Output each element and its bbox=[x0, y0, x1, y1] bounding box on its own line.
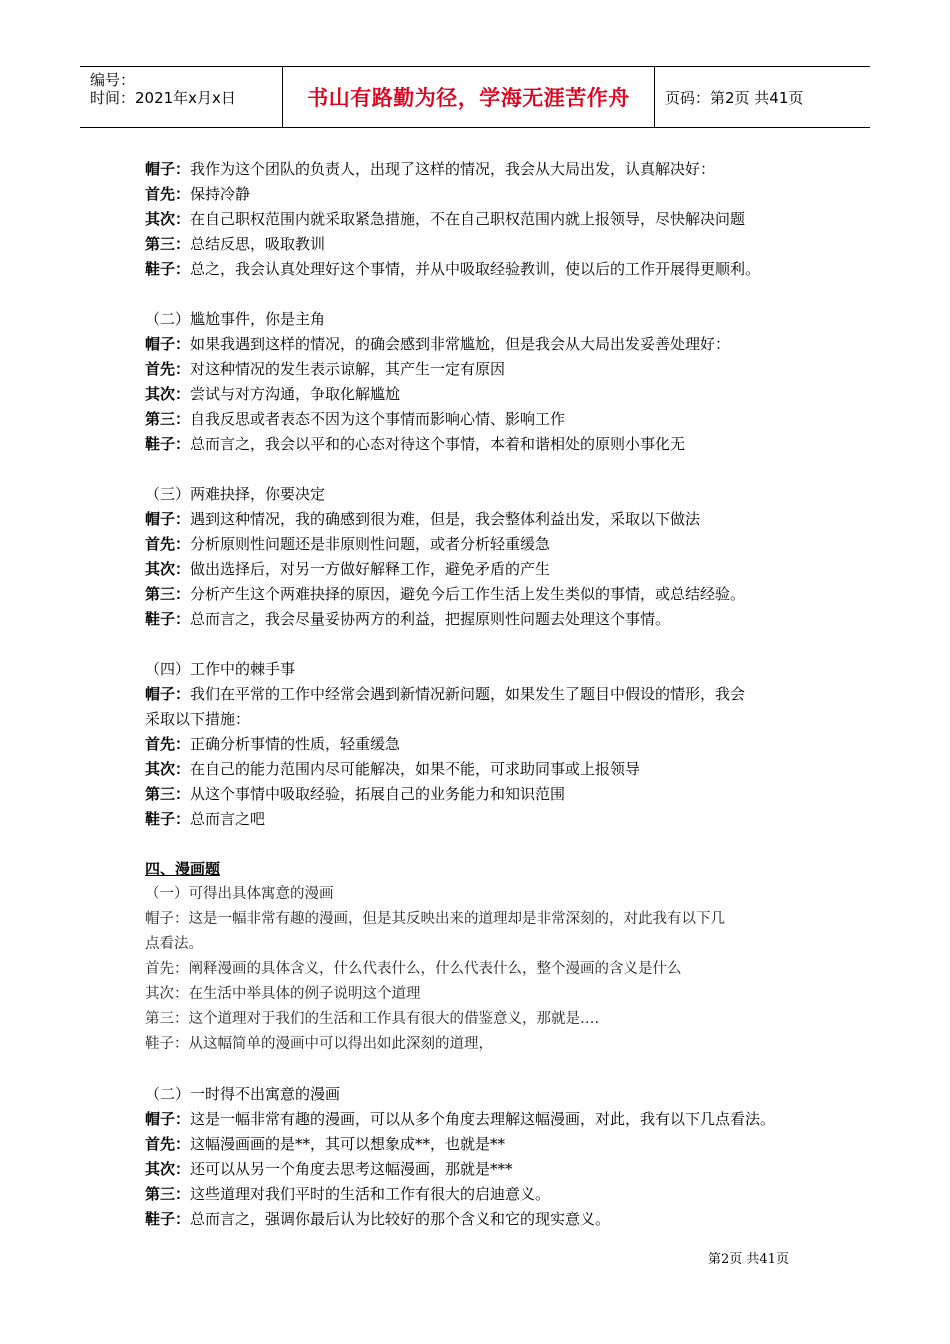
comic-heading: 四、漫画题 bbox=[145, 860, 221, 878]
text-line bbox=[145, 207, 815, 232]
line-text: 总之，我会认真处理好这个事情，并从中吸取经验教训，使以后的工作开展得更顺利。 bbox=[190, 260, 761, 278]
text-line bbox=[145, 1207, 815, 1232]
text-line bbox=[145, 257, 815, 282]
line-key: 其次： bbox=[145, 210, 191, 228]
line-key: 第三： bbox=[145, 235, 191, 253]
line-key: 鞋子： bbox=[145, 1210, 191, 1228]
line-key: 帽子： bbox=[145, 685, 191, 703]
line-text: 从这个事情中吸取经验，拓展自己的业务能力和知识范围 bbox=[190, 785, 566, 803]
line-text: 遇到这种情况，我的确感到很为难，但是，我会整体利益出发，采取以下做法 bbox=[190, 510, 701, 528]
line-key: 帽子： bbox=[145, 160, 191, 178]
line-text: 还可以从另一个角度去思考这幅漫画，那就是*** bbox=[190, 1160, 513, 1178]
text-line bbox=[145, 507, 815, 532]
text-line bbox=[145, 582, 815, 607]
line-key: 首先： bbox=[145, 185, 191, 203]
line-key: 第三： bbox=[145, 1185, 191, 1203]
line-text: 总而言之吧 bbox=[190, 810, 266, 828]
line-text: 尝试与对方沟通，争取化解尴尬 bbox=[190, 385, 401, 403]
document-date-label: 时间：2021年x月x日 bbox=[90, 89, 236, 107]
text-line bbox=[145, 757, 815, 782]
text-line bbox=[145, 432, 815, 457]
line-key: 首先： bbox=[145, 1135, 191, 1153]
text-line: 首先：阐释漫画的具体含义，什么代表什么，什么代表什么，整个漫画的含义是什么 bbox=[145, 961, 682, 977]
line-key: 其次： bbox=[145, 560, 191, 578]
line-text: 做出选择后，对另一方做好解释工作，避免矛盾的产生 bbox=[190, 560, 551, 578]
text-line bbox=[145, 532, 815, 557]
line-text: 总结反思，吸取教训 bbox=[190, 235, 326, 253]
section-title: （三）两难抉择，你要决定 bbox=[145, 485, 326, 503]
text-line bbox=[145, 232, 815, 257]
line-text: 我作为这个团队的负责人，出现了这样的情况，我会从大局出发，认真解决好： bbox=[190, 160, 716, 178]
text-line bbox=[145, 732, 815, 757]
text-line: 采取以下措施： bbox=[145, 710, 251, 728]
line-key: 其次： bbox=[145, 385, 191, 403]
line-text: 总而言之，我会尽量妥协两方的利益，把握原则性问题去处理这个事情。 bbox=[190, 610, 671, 628]
section-title: （二）一时得不出寓意的漫画 bbox=[145, 1085, 341, 1103]
text-line: 帽子：这是一幅非常有趣的漫画，但是其反映出来的道理却是非常深刻的，对此我有以下几 bbox=[145, 911, 725, 927]
text-line bbox=[145, 1182, 815, 1207]
section-3 bbox=[145, 482, 815, 632]
line-key: 帽子： bbox=[145, 510, 191, 528]
text-line bbox=[145, 807, 815, 832]
line-text: 分析产生这个两难抉择的原因，避免今后工作生活上发生类似的事情，或总结经验。 bbox=[190, 585, 746, 603]
section-2 bbox=[145, 307, 815, 457]
text-line bbox=[145, 1107, 815, 1132]
line-text: 这幅漫画画的是**，其可以想象成**，也就是** bbox=[190, 1135, 506, 1153]
text-line: 点看法。 bbox=[145, 936, 203, 952]
line-text: 保持冷静 bbox=[190, 185, 251, 203]
line-key: 第三： bbox=[145, 785, 191, 803]
line-text: 总而言之，强调你最后认为比较好的那个含义和它的现实意义。 bbox=[190, 1210, 611, 1228]
line-key: 第三： bbox=[145, 585, 191, 603]
text-line bbox=[145, 157, 815, 182]
line-key: 鞋子： bbox=[145, 435, 191, 453]
line-key: 帽子： bbox=[145, 1110, 191, 1128]
text-line bbox=[145, 1157, 815, 1182]
text-line bbox=[145, 407, 815, 432]
text-line bbox=[145, 1132, 815, 1157]
line-text: 这是一幅非常有趣的漫画，可以从多个角度去理解这幅漫画，对此，我有以下几点看法。 bbox=[190, 1110, 776, 1128]
line-text: 总而言之，我会以平和的心态对待这个事情，本着和谐相处的原则小事化无 bbox=[190, 435, 686, 453]
line-text: 分析原则性问题还是非原则性问题，或者分析轻重缓急 bbox=[190, 535, 551, 553]
line-key: 鞋子： bbox=[145, 810, 191, 828]
text-line bbox=[145, 382, 815, 407]
text-line bbox=[145, 607, 815, 632]
text-line: 其次：在生活中举具体的例子说明这个道理 bbox=[145, 986, 421, 1002]
text-line: 第三：这个道理对于我们的生活和工作具有很大的借鉴意义，那就是…. bbox=[145, 1011, 600, 1027]
line-text: 在自己的能力范围内尽可能解决，如果不能，可求助同事或上报领导 bbox=[190, 760, 641, 778]
text-line bbox=[145, 357, 815, 382]
section-title: （二）尴尬事件，你是主角 bbox=[145, 310, 326, 328]
line-key: 鞋子： bbox=[145, 610, 191, 628]
line-key: 首先： bbox=[145, 360, 191, 378]
header-meta bbox=[80, 67, 282, 127]
line-text: 正确分析事情的性质，轻重缓急 bbox=[190, 735, 401, 753]
page-footer: 第2页 共41页 bbox=[708, 1252, 789, 1267]
line-key: 首先： bbox=[145, 735, 191, 753]
line-key: 鞋子： bbox=[145, 260, 191, 278]
text-line bbox=[145, 332, 815, 357]
header-page-number: 页码：第2页 共41页 bbox=[665, 88, 804, 107]
line-text: 在自己职权范围内就采取紧急措施，不在自己职权范围内就上报领导，尽快解决问题 bbox=[190, 210, 746, 228]
line-text: 这些道理对我们平时的生活和工作有很大的启迪意义。 bbox=[190, 1185, 551, 1203]
text-line bbox=[145, 182, 815, 207]
section-4 bbox=[145, 657, 815, 832]
text-line: 鞋子：从这幅简单的漫画中可以得出如此深刻的道理， bbox=[145, 1036, 493, 1052]
text-line bbox=[145, 557, 815, 582]
line-text: 对这种情况的发生表示谅解，其产生一定有原因 bbox=[190, 360, 506, 378]
text-line bbox=[145, 782, 815, 807]
section-1 bbox=[145, 157, 815, 282]
line-text: 自我反思或者表态不因为这个事情而影响心情、影响工作 bbox=[190, 410, 566, 428]
header-motto: 书山有路勤为径，学海无涯苦作舟 bbox=[282, 67, 655, 127]
line-key: 帽子： bbox=[145, 335, 191, 353]
line-key: 其次： bbox=[145, 1160, 191, 1178]
line-key: 其次： bbox=[145, 760, 191, 778]
line-key: 第三： bbox=[145, 410, 191, 428]
comic-section bbox=[145, 857, 815, 1232]
section-title: （四）工作中的棘手事 bbox=[145, 660, 296, 678]
line-key: 首先： bbox=[145, 535, 191, 553]
section-title: （一）可得出具体寓意的漫画 bbox=[145, 886, 334, 902]
document-number-label: 编号： bbox=[90, 71, 136, 89]
page-header bbox=[80, 66, 870, 128]
document-body bbox=[145, 157, 815, 1232]
line-text: 我们在平常的工作中经常会遇到新情况新问题，如果发生了题目中假设的情形，我会 bbox=[190, 685, 746, 703]
line-text: 如果我遇到这样的情况，的确会感到非常尴尬，但是我会从大局出发妥善处理好： bbox=[190, 335, 731, 353]
text-line bbox=[145, 682, 815, 707]
